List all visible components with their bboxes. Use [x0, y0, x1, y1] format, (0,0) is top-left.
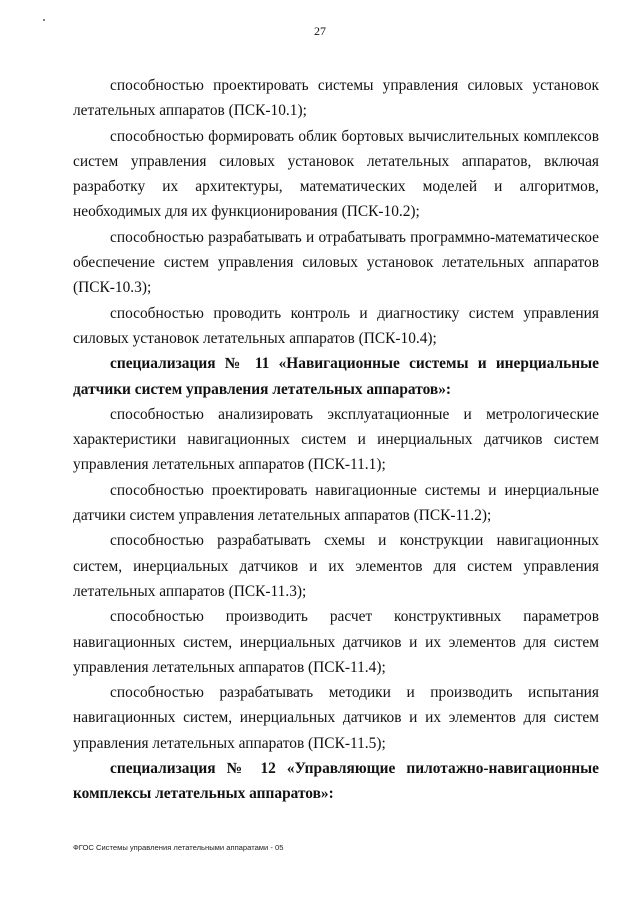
paragraph-psk-10-4: способностью проводить контроль и диагностику систем управления силовых установок летательных аппаратов (ПСК-10.4);: [73, 304, 599, 347]
specialization-11-heading: специализация № 11 «Навигационные системы и инерциальные датчики систем управления летательных аппаратов»:: [73, 355, 599, 398]
paragraph-psk-10-1: способностью проектировать системы управления силовых установок летательных аппаратов (ПСК-10.1);: [73, 77, 599, 120]
paragraph-psk-11-2: способностью проектировать навигационные системы и инерциальные датчики систем управления летательных аппаратов (ПСК-11.2);: [73, 481, 599, 525]
paragraph-psk-10-3: способностью разрабатывать и отрабатывать программно-математическое обеспечение систем управления силовых установок летательных аппаратов (ПСК-10.3);: [73, 228, 599, 297]
paragraph-psk-11-4: способностью производить расчет конструктивных параметров навигационных систем, инерциальных датчиков и их элементов для систем управления летательных аппаратов (ПСК-11.4);: [73, 608, 599, 676]
paragraph-psk-11-3: способностью разрабатывать схемы и конструкции навигационных систем, инерциальных датчиков и их элементов для систем управления летательных аппаратов (ПСК-11.3);: [73, 532, 599, 600]
paragraph-psk-11-5: способностью разрабатывать методики и производить испытания навигационных систем, инерциальных датчиков и их элементов для систем управления летательных аппаратов (ПСК-11.5);: [73, 684, 599, 752]
page-footer: ФГОС Системы управления летательными аппаратами - 05: [73, 843, 284, 852]
paragraph-psk-11-1: способностью анализировать эксплуатационные и метрологические характеристики навигационных систем и инерциальных датчиков систем управления летательных аппаратов (ПСК-11.1);: [73, 405, 599, 474]
scan-speck: [43, 19, 45, 21]
document-body: [73, 73, 599, 807]
page-number: 27: [314, 24, 326, 38]
paragraph-psk-10-2: способностью формировать облик бортовых вычислительных комплексов систем управления силовых установок летательных аппаратов, включая разработку их архитектуры, математических моделей и алгоритмов, необходимых для их функционирования (ПСК-10.2);: [73, 127, 599, 221]
specialization-12-heading: специализация № 12 «Управляющие пилотажно-навигационные комплексы летательных аппаратов»:: [73, 760, 599, 803]
